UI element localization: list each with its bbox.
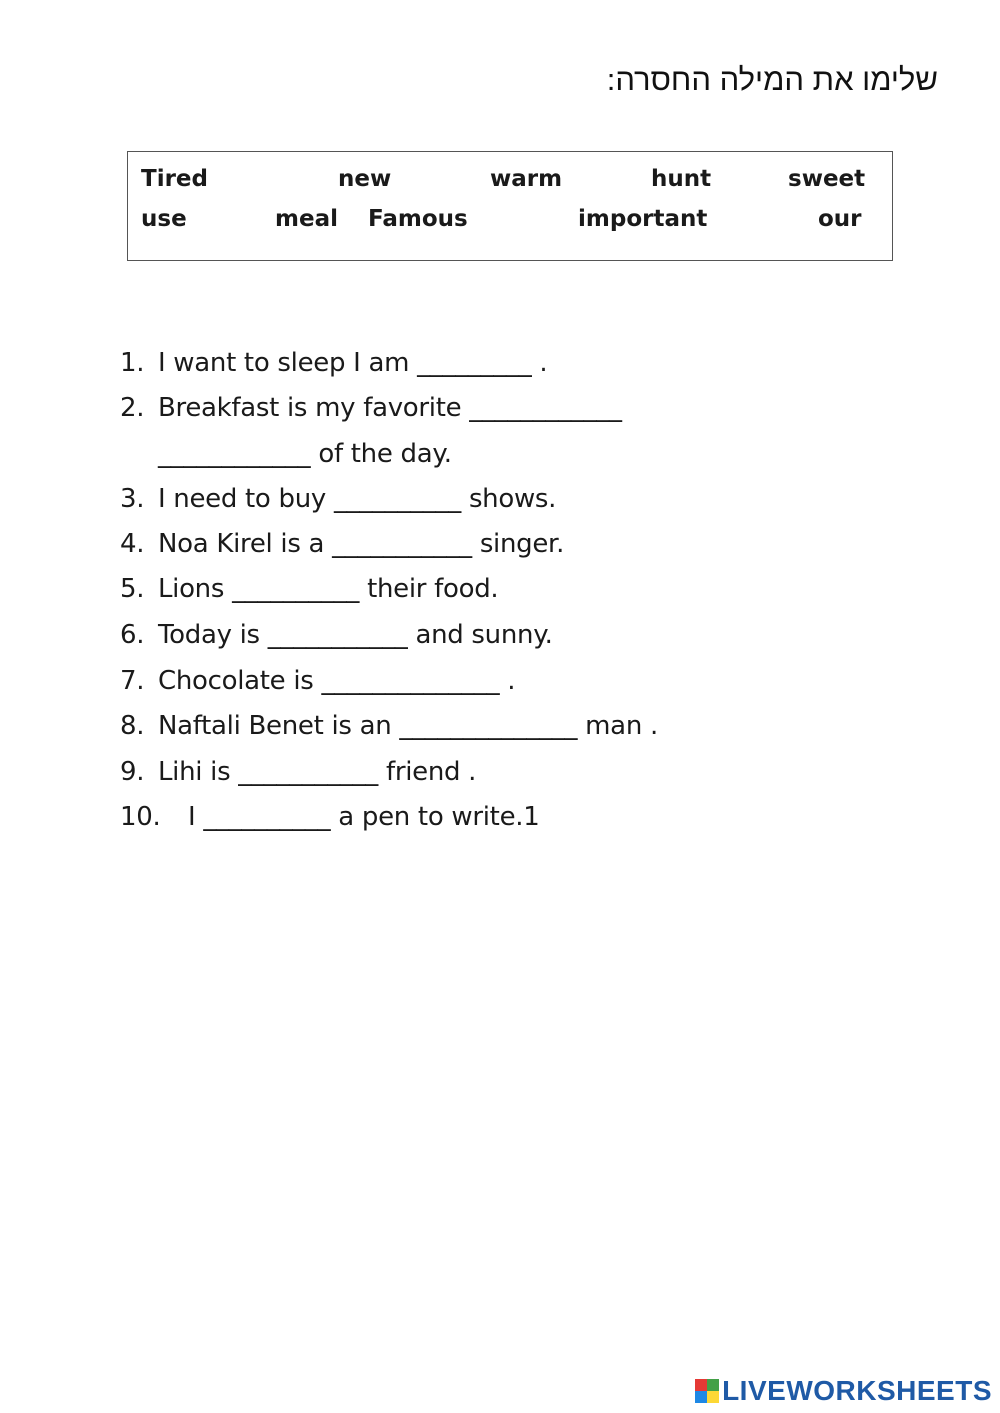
- word-bank-word: new: [338, 166, 392, 192]
- sentence-number: 9.: [120, 757, 145, 787]
- sentence-text-before: Lihi is: [157, 757, 231, 787]
- logo-square: [695, 1379, 707, 1391]
- sentence-text-before: Breakfast is my favorite: [157, 393, 462, 423]
- sentence-text-after: man .: [585, 711, 658, 741]
- sentence-text-after: of the day.: [318, 439, 452, 469]
- word-bank-word: use: [141, 206, 187, 232]
- answer-blank[interactable]: ____________: [157, 439, 311, 469]
- sentence-number: 5.: [120, 574, 145, 604]
- sentence-number: 8.: [120, 711, 145, 741]
- logo-square: [695, 1391, 707, 1403]
- sentence-text-after: .: [539, 348, 548, 378]
- word-bank-word: sweet: [788, 166, 866, 192]
- sentence-number: 1.: [120, 348, 145, 378]
- sentence-number: 2.: [120, 393, 145, 423]
- sentence-text-after: .: [507, 666, 516, 696]
- word-bank-word: meal: [275, 206, 338, 232]
- sentence-text-before: I: [187, 802, 196, 832]
- sentence-item: [120, 484, 556, 514]
- sentence-item: [120, 711, 658, 741]
- sentence-number: 4.: [120, 529, 145, 559]
- sentence-item: [120, 757, 476, 787]
- word-bank-word: hunt: [651, 166, 712, 192]
- sentence-text-after: shows.: [468, 484, 557, 514]
- logo-grid-icon: [695, 1379, 719, 1403]
- answer-blank[interactable]: ___________: [332, 529, 472, 559]
- sentence-item: [120, 393, 622, 423]
- answer-blank[interactable]: ___________: [238, 757, 378, 787]
- sentence-item: [120, 620, 553, 650]
- answer-blank[interactable]: ______________: [321, 666, 500, 696]
- sentence-number: 10.: [120, 802, 161, 832]
- sentence-text-after: their food.: [367, 574, 499, 604]
- sentence-text-after: a pen to write.1: [338, 802, 540, 832]
- sentence-item: [120, 666, 515, 696]
- answer-blank[interactable]: ____________: [469, 393, 622, 423]
- word-bank-word: Famous: [368, 206, 468, 232]
- answer-blank[interactable]: _________: [417, 348, 532, 378]
- sentence-text-before: Noa Kirel is a: [157, 529, 325, 559]
- sentence-text-before: Chocolate is: [157, 666, 314, 696]
- word-bank-word: our: [818, 206, 862, 232]
- word-bank-word: important: [578, 206, 708, 232]
- instruction-heading: שלימו את המילה החסרה:: [606, 62, 938, 97]
- sentence-text-before: I want to sleep I am: [157, 348, 410, 378]
- sentence-number: 3.: [120, 484, 145, 514]
- answer-blank[interactable]: __________: [333, 484, 461, 514]
- liveworksheets-logo[interactable]: [695, 1375, 992, 1407]
- sentence-text-after: friend .: [385, 757, 477, 787]
- sentence-text-before: I need to buy: [157, 484, 326, 514]
- answer-blank[interactable]: __________: [232, 574, 360, 604]
- logo-text: LIVEWORKSHEETS: [722, 1375, 992, 1406]
- word-bank-word: Tired: [141, 166, 208, 192]
- answer-blank[interactable]: ______________: [399, 711, 578, 741]
- answer-blank[interactable]: __________: [203, 802, 331, 832]
- sentence-text-after: singer.: [479, 529, 565, 559]
- sentence-text-before: Naftali Benet is an: [157, 711, 392, 741]
- sentence-continuation: [120, 439, 452, 469]
- sentence-number: 7.: [120, 666, 145, 696]
- logo-square: [707, 1391, 719, 1403]
- logo-square: [707, 1379, 719, 1391]
- word-bank-word: warm: [490, 166, 563, 192]
- sentence-text-before: Lions: [157, 574, 225, 604]
- sentence-text-before: Today is: [157, 620, 260, 650]
- sentence-number: 6.: [120, 620, 145, 650]
- sentence-item: [120, 802, 539, 832]
- answer-blank[interactable]: ___________: [267, 620, 408, 650]
- word-bank-box: [127, 151, 893, 261]
- sentence-item: [120, 574, 498, 604]
- sentence-item: [120, 348, 547, 378]
- sentence-item: [120, 529, 564, 559]
- sentence-text-after: and sunny.: [415, 620, 553, 650]
